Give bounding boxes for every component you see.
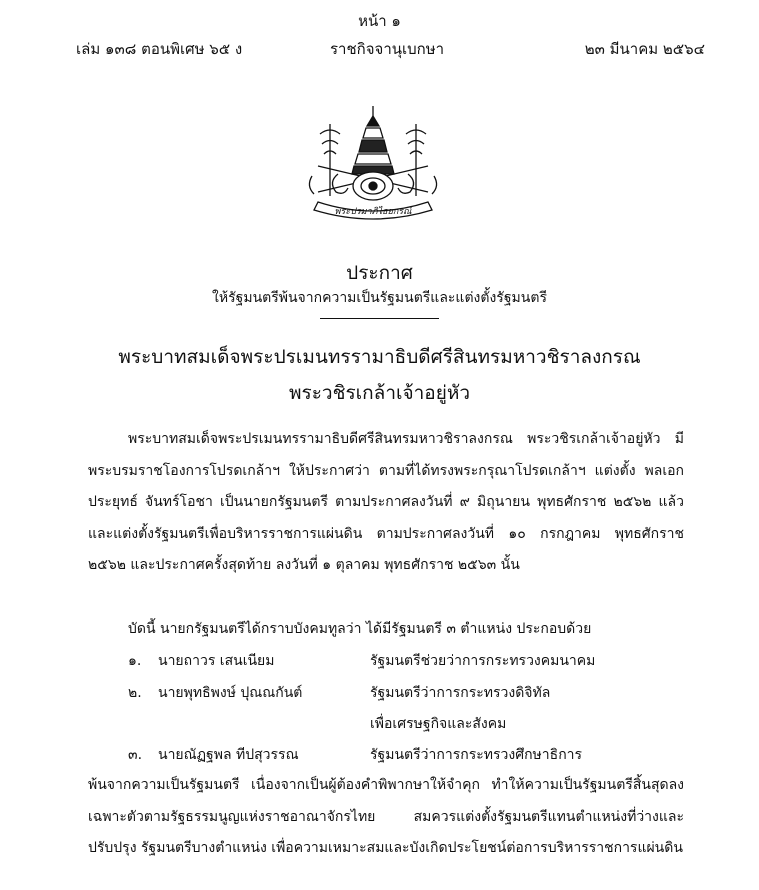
announcement-title: ประกาศ xyxy=(346,262,413,284)
gazette-date: ๒๓ มีนาคม ๒๕๖๔ xyxy=(584,40,705,58)
minister-position: รัฐมนตรีว่าการกระทรวงดิจิทัล xyxy=(370,685,551,701)
ministers-intro: บัดนี้ นายกรัฐมนตรีได้กราบบังคมทูลว่า ได้มีรัฐมนตรี ๓ ตำแหน่ง ประกอบด้วย xyxy=(128,621,592,637)
minister-number: ๓. xyxy=(128,747,143,763)
minister-number: ๒. xyxy=(128,685,142,701)
body-paragraph-2: พ้นจากความเป็นรัฐมนตรี เนื่องจากเป็นผู้ต้องคำพิพากษาให้จำคุก ทำให้ความเป็นรัฐมนตรีสิ้นสุดลง เฉพาะตัวตามรัฐธรรมนูญแห่งราชอาณาจักรไทย สมควรแต่งตั้งรัฐมนตรีแทนตำแหน่งที่ว่างและปรับปรุง รัฐมนตรีบางตำแหน่ง เพื่อความเหมาะสมและบังเกิดประโยชน์ต่อการบริหารราชการแผ่นดิน xyxy=(88,777,684,856)
announcement-subtitle: ให้รัฐมนตรีพ้นจากความเป็นรัฐมนตรีและแต่งตั้งรัฐมนตรี xyxy=(212,290,547,306)
minister-position: รัฐมนตรีว่าการกระทรวงศึกษาธิการ xyxy=(370,747,583,763)
minister-number: ๑. xyxy=(128,653,142,669)
title-divider xyxy=(320,318,439,319)
emblem-ribbon-text: พระปรมาภิไธยกรณ์ xyxy=(334,207,412,217)
king-name-line-2: พระวชิรเกล้าเจ้าอยู่หัว xyxy=(288,382,471,404)
royal-emblem xyxy=(298,104,448,222)
volume-issue: เล่ม ๑๓๘ ตอนพิเศษ ๖๕ ง xyxy=(76,40,243,58)
gazette-name: ราชกิจจานุเบกษา xyxy=(330,40,445,58)
body-paragraph-1: พระบาทสมเด็จพระปรเมนทรรามาธิบดีศรีสินทรมหาวชิราลงกรณ พระวชิรเกล้าเจ้าอยู่หัว มีพระบรมราชโองการโปรดเกล้าฯ ให้ประกาศว่า ตามที่ได้ทรงพระกรุณาโปรดเกล้าฯ แต่งตั้ง พลเอก ประยุทธ์ จันทร์โอชา เป็นนายกรัฐมนตรี ตามประกาศลงวันที่ ๙ มิถุนายน พุทธศักราช ๒๕๖๒ แล้ว และแต่งตั้งรัฐมนตรีเพื่อบริหารราชการแผ่นดิน ตามประกาศลงวันที่ ๑๐ กรกฎาคม พุทธศักราช ๒๕๖๒ และประกาศครั้งสุดท้าย ลงวันที่ ๑ ตุลาคม พุทธศักราช ๒๕๖๓ นั้น xyxy=(88,431,684,573)
minister-name: นายณัฏฐพล ทีปสุวรรณ xyxy=(158,747,299,763)
minister-name: นายพุทธิพงษ์ ปุณณกันต์ xyxy=(158,685,303,701)
page-number: หน้า ๑ xyxy=(358,12,401,30)
king-name-line-1: พระบาทสมเด็จพระปรเมนทรรามาธิบดีศรีสินทรมหาวชิราลงกรณ xyxy=(118,346,641,368)
minister-position: รัฐมนตรีช่วยว่าการกระทรวงคมนาคม xyxy=(370,653,596,669)
minister-name: นายถาวร เสนเนียม xyxy=(158,653,275,669)
minister-position-continued: เพื่อเศรษฐกิจและสังคม xyxy=(370,716,507,732)
